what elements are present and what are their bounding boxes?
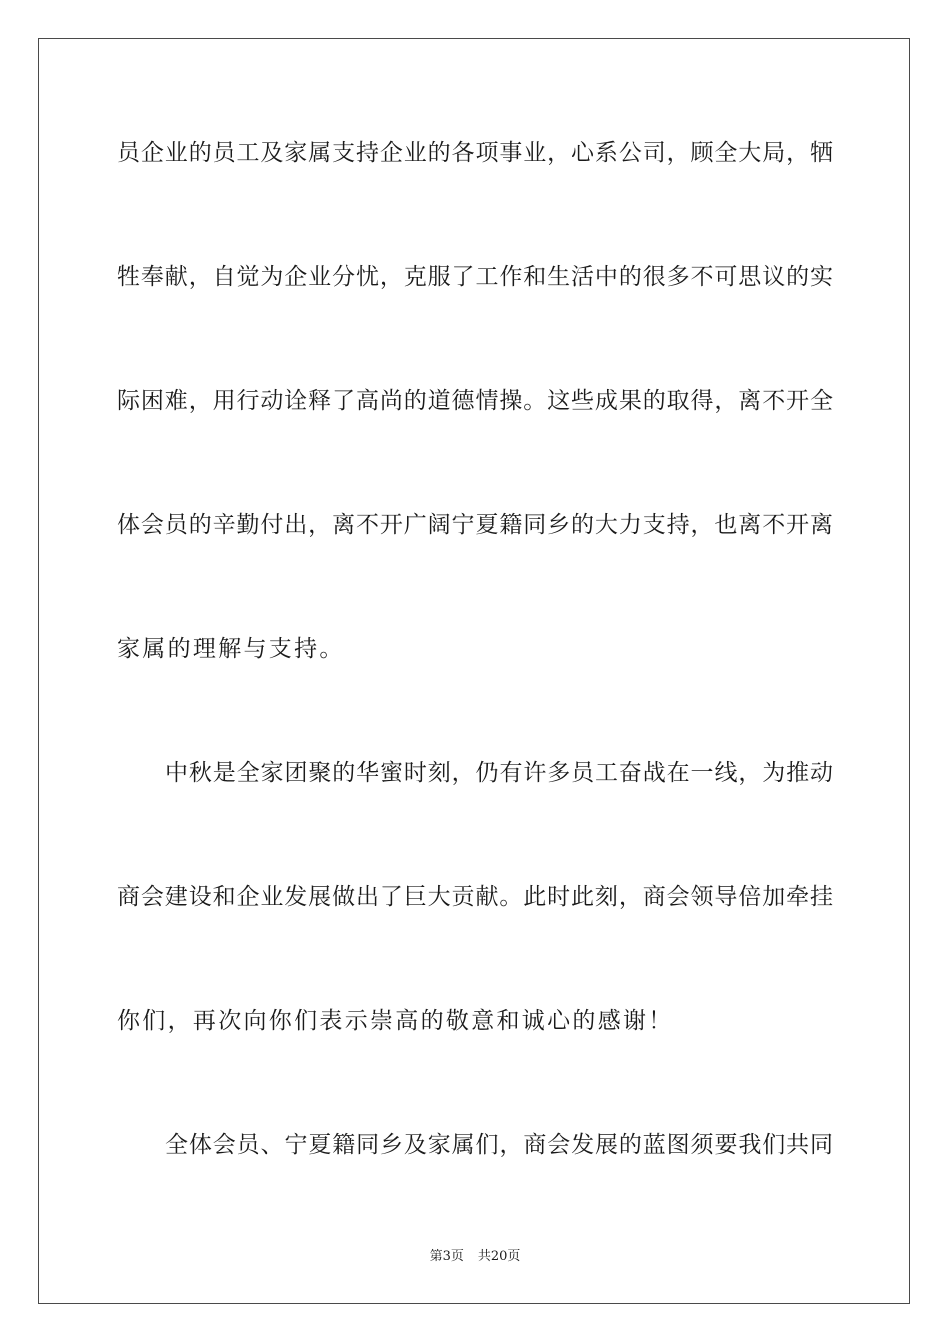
paragraph-line: 中秋是全家团聚的华蜜时刻，仍有许多员工奋战在一线，为推动 [165,760,833,786]
paragraph-line: 体会员的辛勤付出，离不开广阔宁夏籍同乡的大力支持，也离不开离 [117,512,833,538]
paragraph-line: 家属的理解与支持。 [117,636,345,662]
paragraph-line: 牲奉献，自觉为企业分忧，克服了工作和生活中的很多不可思议的实 [117,264,833,290]
paragraph-line: 员企业的员工及家属支持企业的各项事业，心系公司，顾全大局，牺 [117,140,833,166]
paragraph-line: 全体会员、宁夏籍同乡及家属们，商会发展的蓝图须要我们共同 [165,1132,833,1158]
page-number: 第3页 [429,1249,464,1264]
paragraph-line: 际困难，用行动诠释了高尚的道德情操。这些成果的取得，离不开全 [117,388,833,414]
page-border [38,38,910,1304]
total-pages: 共20页 [477,1249,521,1264]
paragraph-line: 你们，再次向你们表示崇高的敬意和诚心的感谢！ [117,1008,674,1034]
paragraph-line: 商会建设和企业发展做出了巨大贡献。此时此刻，商会领导倍加牵挂 [117,884,833,910]
page-footer [0,1248,950,1266]
